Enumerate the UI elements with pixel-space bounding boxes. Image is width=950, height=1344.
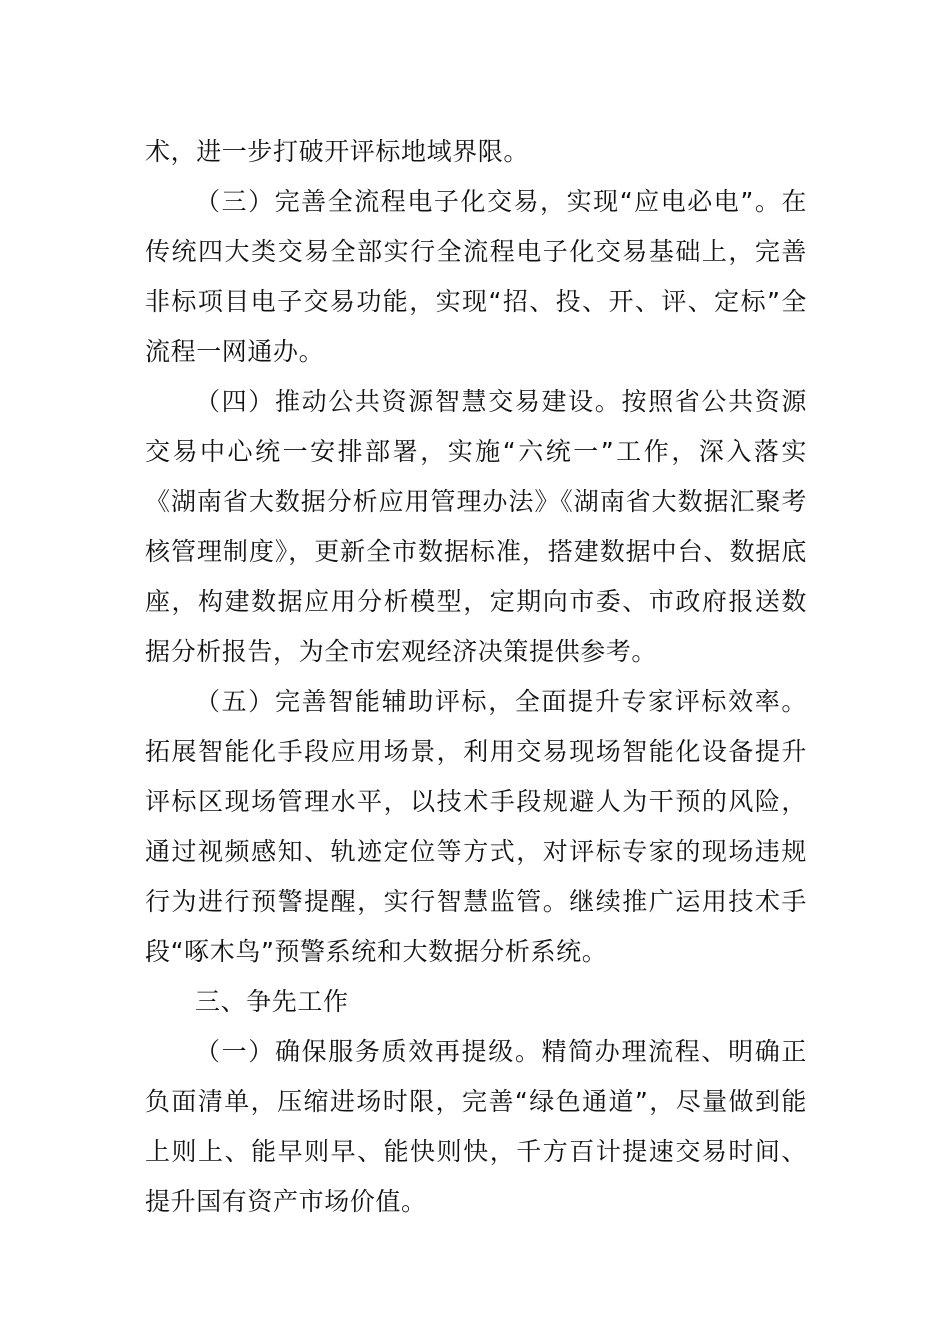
paragraph-continuation: 术，进一步打破开评标地域界限。 [145, 137, 530, 166]
paragraph-section-5: （五）完善智能辅助评标，全面提升专家评标效率。拓展智能化手段应用场景，利用交易现场智能化设备提升评标区现场管理水平，以技术手段规避人为干预的风险，通过视频感知、轨迹定位等方式，对评标专家的现场违规行为进行预警提醒，实行智慧监管。继续推广运用技术手段“啄木鸟”预警系统和大数据分析系统。 [145, 687, 807, 966]
paragraph-section-1: （一）确保服务质效再提级。精简办理流程、明确正负面清单，压缩进场时限，完善“绿色通道”，尽量做到能上则上、能早则早、能快则快，千方百计提速交易时间、提升国有资产市场价值。 [145, 1037, 807, 1216]
paragraph-section-4: （四）推动公共资源智慧交易建设。按照省公共资源交易中心统一安排部署，实施“六统一”工作，深入落实《湖南省大数据分析应用管理办法》《湖南省大数据汇聚考核管理制度》，更新全市数据标准，搭建数据中台、数据底座，构建数据应用分析模型，定期向市委、市政府报送数据分析报告，为全市宏观经济决策提供参考。 [145, 387, 807, 666]
paragraph-section-3: （三）完善全流程电子化交易，实现“应电必电”。在传统四大类交易全部实行全流程电子化交易基础上，完善非标项目电子交易功能，实现“招、投、开、评、定标”全流程一网通办。 [145, 187, 807, 366]
heading-section-three: 三、争先工作 [195, 987, 349, 1016]
document-page [145, 127, 807, 1227]
